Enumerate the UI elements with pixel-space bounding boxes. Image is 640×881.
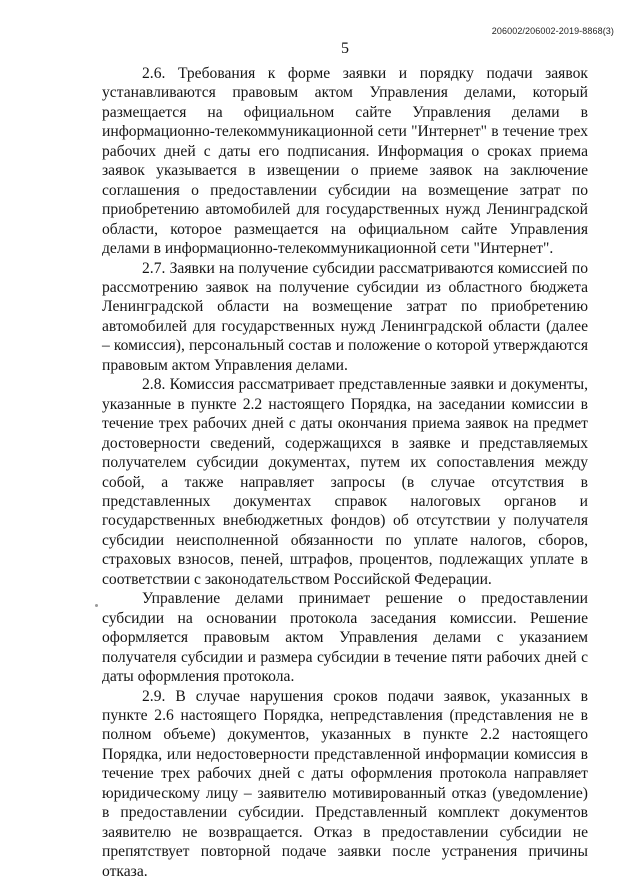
- document-body: [102, 64, 588, 881]
- paragraph-decision: Управление делами принимает решение о предоставлении субсидии на основании протокола заседания комиссии. Решение оформляется правовым актом Управления делами с указанием получателя субсидии и размера субсидии в течение пяти рабочих дней с даты оформления протокола.: [102, 589, 588, 686]
- page-number: 5: [0, 40, 640, 58]
- paragraph-2-9: 2.9. В случае нарушения сроков подачи заявок, указанных в пункте 2.6 настоящего Порядка, непредставления (представления не в полном объеме) документов, указанных в пункте 2.2 настоящего Порядка, или недостоверности представленной информации комиссия в течение трех рабочих дней с даты оформления протокола направляет юридическому лицу – заявителю мотивированный отказ (уведомление) в предоставлении субсидии. Представленный комплект документов заявителю не возвращается. Отказ в предоставлении субсидии не препятствует повторной подаче заявки после устранения причины отказа.: [102, 687, 588, 881]
- paragraph-2-7: 2.7. Заявки на получение субсидии рассматриваются комиссией по рассмотрению заявок на получение субсидии из областного бюджета Ленинградской области на возмещение затрат по приобретению автомобилей для государственных нужд Ленинградской области (далее – комиссия), персональный состав и положение о которой утверждаются правовым актом Управления делами.: [102, 259, 588, 376]
- paragraph-2-8: 2.8. Комиссия рассматривает представленные заявки и документы, указанные в пункте 2.2 настоящего Порядка, на заседании комиссии в течение трех рабочих дней с даты окончания приема заявок на предмет достоверности сведений, содержащихся в заявке и представляемых получателем субсидии документах, путем их сопоставления между собой, а также направляет запросы (в случае отсутствия в представленных документах справок налоговых органов и государственных внебюджетных фондов) об отсутствии у получателя субсидии неисполненной обязанности по уплате налогов, сборов, страховых взносов, пеней, штрафов, процентов, подлежащих уплате в соответствии с законодательством Российской Федерации.: [102, 375, 588, 589]
- paragraph-2-6: 2.6. Требования к форме заявки и порядку подачи заявок устанавливаются правовым актом Управления делами, который размещается на официальном сайте Управления делами в информационно-телекоммуникационной сети "Интернет" в течение трех рабочих дней с даты его подписания. Информация о сроках приема заявок указывается в извещении о приеме заявок на заключение соглашения о предоставлении субсидии на возмещение затрат по приобретению автомобилей для государственных нужд Ленинградской области, которое размещается на официальном сайте Управления делами в информационно-телекоммуникационной сети "Интернет".: [102, 64, 588, 259]
- document-id: 206002/206002-2019-8868(3): [492, 26, 614, 36]
- scan-speck: [95, 604, 98, 607]
